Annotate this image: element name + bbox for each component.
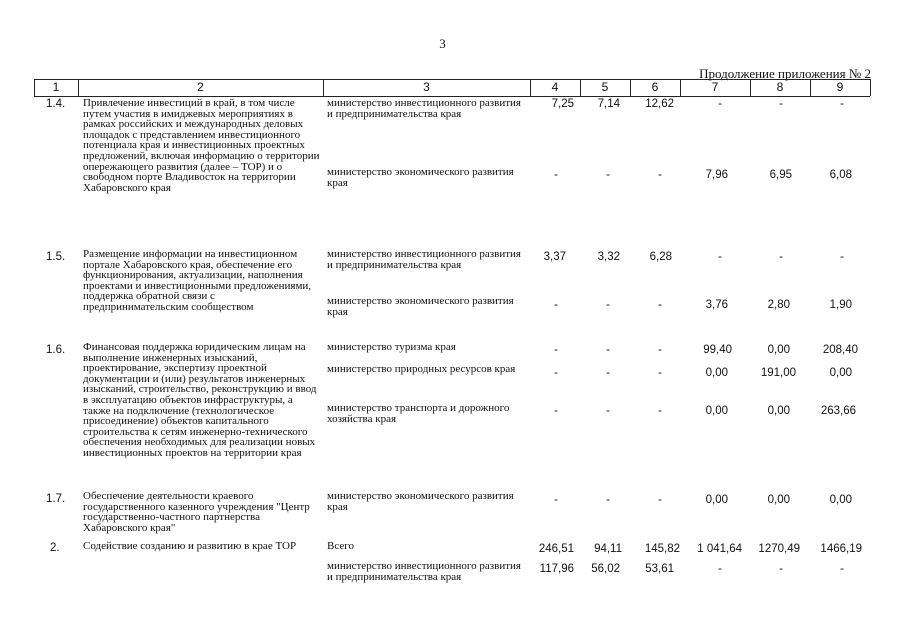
agency-name: министерство инвестиционного развития и предпринимательства края <box>327 97 521 120</box>
agency-name: министерство природных ресурсов края <box>327 363 516 375</box>
value-cell: 3,32 <box>597 251 620 263</box>
value-cell: 12,62 <box>645 98 674 110</box>
value-cell: - <box>718 563 722 575</box>
column-header: 7 <box>711 80 719 94</box>
row-description: Привлечение инвестиций в край, в том числе путем участия в имиджевых мероприятиях в рамках российских и международных деловых площадок с представлением инвестиционного потенциала края и инвестиционных проектных предложений, включая информацию о территории опережающего развития (далее – ТОР) и о свободном порте Владивосток на территории Хабаровского края <box>83 97 320 194</box>
value-cell: - <box>658 494 662 506</box>
value-cell: - <box>779 98 783 110</box>
value-cell: - <box>840 98 844 110</box>
value-cell: 0,00 <box>767 494 790 506</box>
row-description: Содействие созданию и развитию в крае ТОР <box>83 540 297 552</box>
value-cell: - <box>554 367 558 379</box>
column-header: 5 <box>601 80 609 94</box>
value-cell: 0,00 <box>705 367 728 379</box>
row-description: Размещение информации на инвестиционном портале Хабаровского края, обеспечение его функционирования, актуализации, наполнения проектами и инвестиционными предложениями, поддержка обратной связи с предпринимательским сообществом <box>83 248 312 313</box>
value-cell: 7,14 <box>597 98 620 110</box>
value-cell: 3,76 <box>705 299 728 311</box>
value-cell: - <box>606 344 610 356</box>
value-cell: 94,11 <box>594 543 622 555</box>
row-number: 1.6. <box>46 344 66 356</box>
value-cell: - <box>658 169 662 181</box>
value-cell: - <box>606 494 610 506</box>
value-cell: - <box>779 251 783 263</box>
column-header: 1 <box>52 80 60 94</box>
value-cell: - <box>840 251 844 263</box>
value-cell: 0,00 <box>705 405 728 417</box>
row-number: 2. <box>50 542 60 554</box>
value-cell: 0,00 <box>767 344 790 356</box>
value-cell: 1,90 <box>829 299 852 311</box>
value-cell: 1270,49 <box>758 543 800 555</box>
value-cell: 6,08 <box>829 169 852 181</box>
value-cell: - <box>606 367 610 379</box>
value-cell: 1466,19 <box>820 543 862 555</box>
agency-name: министерство инвестиционного развития и предпринимательства края <box>327 248 521 271</box>
value-cell: 2,80 <box>767 299 790 311</box>
value-cell: - <box>658 367 662 379</box>
agency-name: министерство экономического развития края <box>327 295 514 318</box>
value-cell: - <box>554 405 558 417</box>
column-header: 3 <box>423 80 430 94</box>
value-cell: 246,51 <box>538 543 574 555</box>
value-cell: 99,40 <box>703 344 732 356</box>
value-cell: - <box>658 299 662 311</box>
value-cell: - <box>554 494 558 506</box>
value-cell: 208,40 <box>822 344 858 356</box>
row-number: 1.7. <box>46 493 66 505</box>
value-cell: 56,02 <box>591 563 620 575</box>
value-cell: 1 041,64 <box>697 543 742 555</box>
value-cell: - <box>840 563 844 575</box>
column-header: 8 <box>776 80 784 94</box>
value-cell: - <box>718 98 722 110</box>
value-cell: 53,61 <box>645 563 674 575</box>
value-cell: 0,00 <box>829 367 852 379</box>
column-header: 2 <box>197 80 204 94</box>
value-cell: 6,95 <box>769 169 792 181</box>
value-cell: - <box>606 405 610 417</box>
agency-name: министерство транспорта и дорожного хозяйства края <box>327 402 510 425</box>
value-cell: - <box>554 299 558 311</box>
column-header: 6 <box>651 80 659 94</box>
column-header: 4 <box>551 80 559 94</box>
value-cell: 3,37 <box>543 251 566 263</box>
value-cell: 145,82 <box>644 543 680 555</box>
value-cell: 117,96 <box>539 563 574 575</box>
row-number: 1.5. <box>46 251 66 263</box>
value-cell: - <box>658 405 662 417</box>
agency-name: министерство туризма края <box>327 341 456 353</box>
value-cell: - <box>606 169 610 181</box>
value-cell: - <box>779 563 783 575</box>
agency-name: министерство экономического развития края <box>327 166 514 189</box>
value-cell: 263,66 <box>820 405 856 417</box>
agency-name: министерство инвестиционного развития и предпринимательства края <box>327 560 521 583</box>
row-description: Обеспечение деятельности краевого государственного казенного учреждения "Центр государственно-частного партнерства Хабаровского края" <box>83 490 310 534</box>
value-cell: 0,00 <box>705 494 728 506</box>
value-cell: 0,00 <box>767 405 790 417</box>
value-cell: 0,00 <box>829 494 852 506</box>
row-description: Финансовая поддержка юридическим лицам на выполнение инженерных изысканий, проектирование, экспертизу проектной документации и (или) результатов инженерных изысканий, строительство, реконструкцию и ввод в эксплуатацию объектов инфраструктуры, а также на подключение (технологическое присоединение) объектов капитального строительства к сетям инженерно-технического обеспечения необходимых для реализации новых инвестиционных проектов на территории края <box>83 341 317 459</box>
value-cell: 191,00 <box>760 367 796 379</box>
value-cell: - <box>554 169 558 181</box>
value-cell: - <box>554 344 558 356</box>
page-number: 3 <box>439 36 446 51</box>
value-cell: - <box>658 344 662 356</box>
agency-name: Всего <box>327 540 354 552</box>
header-divider <box>870 79 871 96</box>
row-number: 1.4. <box>46 98 66 110</box>
column-header: 9 <box>836 80 844 94</box>
value-cell: 7,25 <box>551 98 574 110</box>
appendix-label: Продолжение приложения № 2 <box>699 66 871 81</box>
value-cell: 6,28 <box>649 251 672 263</box>
value-cell: - <box>718 251 722 263</box>
value-cell: - <box>606 299 610 311</box>
value-cell: 7,96 <box>705 169 728 181</box>
agency-name: министерство экономического развития края <box>327 490 514 513</box>
